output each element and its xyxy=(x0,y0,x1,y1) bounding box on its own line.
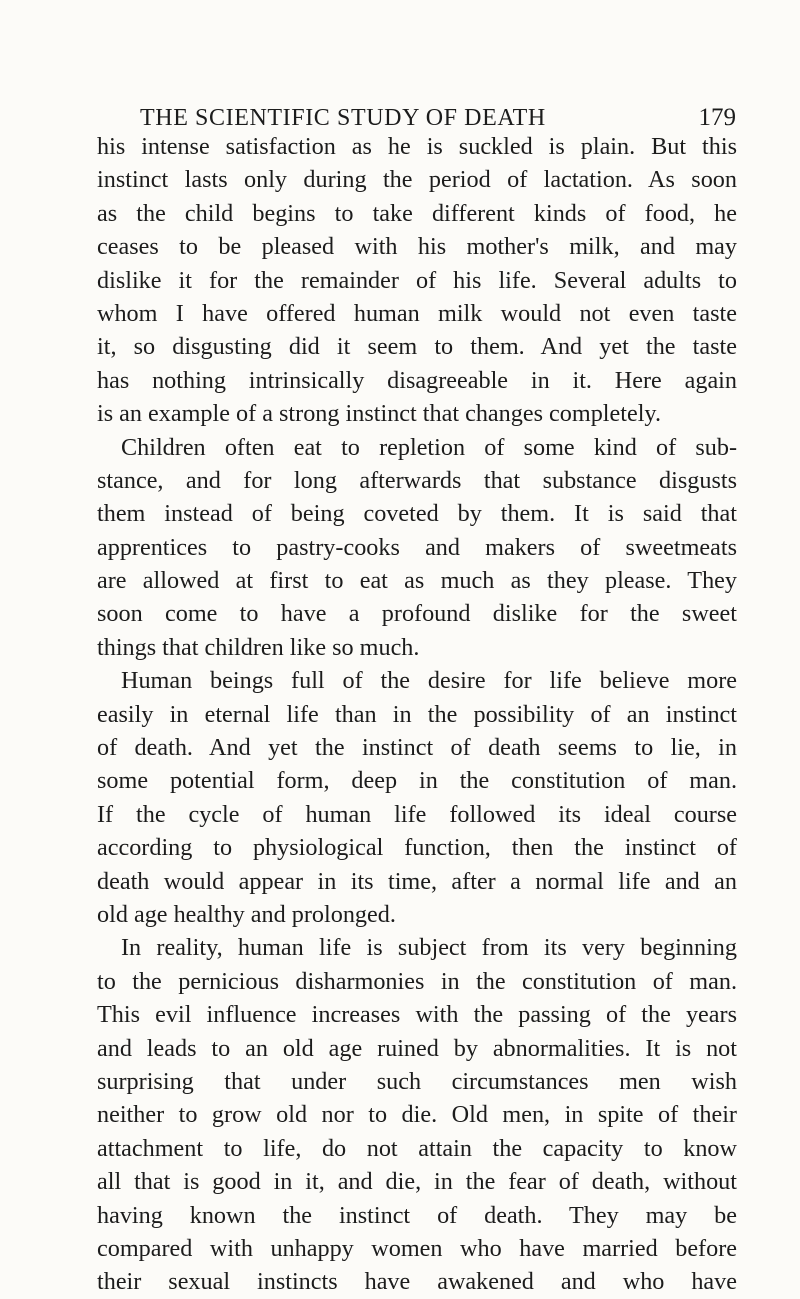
text-line: is an example of a strong instinct that changes completely. xyxy=(97,400,661,428)
text-line: has nothing intrinsically disagreeable in it. Here again xyxy=(97,366,737,394)
text-line: apprentices to pastry-cooks and makers of sweetmeats xyxy=(97,533,737,561)
text-line: things that children like so much. xyxy=(97,633,420,661)
text-line: to the pernicious disharmonies in the constitution of man. xyxy=(97,967,737,995)
paragraph xyxy=(97,431,737,665)
text-line: as the child begins to take different kinds of food, he xyxy=(97,199,737,227)
text-line: death would appear in its time, after a normal life and an xyxy=(97,867,737,895)
text-line: his intense satisfaction as he is suckled is plain. But this xyxy=(97,133,737,160)
text-line: soon come to have a profound dislike for the sweet xyxy=(97,600,737,628)
text-line: If the cycle of human life followed its ideal course xyxy=(97,800,737,828)
text-line: all that is good in it, and die, in the fear of death, without xyxy=(97,1168,737,1196)
text-line: them instead of being coveted by them. It is said that xyxy=(97,500,737,528)
text-line: some potential form, deep in the constitution of man. xyxy=(97,767,737,795)
text-line: old age healthy and prolonged. xyxy=(97,900,396,928)
text-line: Children often eat to repletion of some kind of sub- xyxy=(121,433,737,461)
paragraph xyxy=(97,931,737,1298)
text-line: stance, and for long afterwards that substance disgusts xyxy=(97,466,737,494)
text-line: This evil influence increases with the passing of the years xyxy=(97,1001,737,1029)
text-line: of death. And yet the instinct of death seems to lie, in xyxy=(97,734,737,762)
text-line: dislike it for the remainder of his life. Several adults to xyxy=(97,266,737,294)
text-line: surprising that under such circumstances men wish xyxy=(97,1067,737,1095)
text-line: it, so disgusting did it seem to them. And yet the taste xyxy=(97,333,737,361)
text-line: easily in eternal life than in the possibility of an instinct xyxy=(97,700,737,728)
text-line: whom I have offered human milk would not even taste xyxy=(97,299,737,327)
paragraph xyxy=(97,130,737,431)
paragraph xyxy=(97,664,737,931)
page-number: 179 xyxy=(698,104,736,131)
running-title: THE SCIENTIFIC STUDY OF DEATH xyxy=(140,105,546,131)
text-line: according to physiological function, then the instinct of xyxy=(97,834,737,862)
text-line: In reality, human life is subject from its very beginning xyxy=(121,934,737,962)
text-line: Human beings full of the desire for life believe more xyxy=(121,667,737,695)
text-line: neither to grow old nor to die. Old men, in spite of their xyxy=(97,1101,737,1129)
text-line: and leads to an old age ruined by abnormalities. It is not xyxy=(97,1034,737,1062)
text-line: ceases to be pleased with his mother's milk, and may xyxy=(97,233,737,261)
text-line: are allowed at first to eat as much as they please. They xyxy=(97,567,737,595)
text-line: instinct lasts only during the period of lactation. As soon xyxy=(97,166,737,194)
body-text xyxy=(97,130,737,1299)
text-line: compared with unhappy women who have married before xyxy=(97,1234,737,1262)
text-line: their sexual instincts have awakened and who have xyxy=(97,1268,737,1296)
text-line: having known the instinct of death. They may be xyxy=(97,1201,737,1229)
text-line: attachment to life, do not attain the capacity to know xyxy=(97,1134,737,1162)
